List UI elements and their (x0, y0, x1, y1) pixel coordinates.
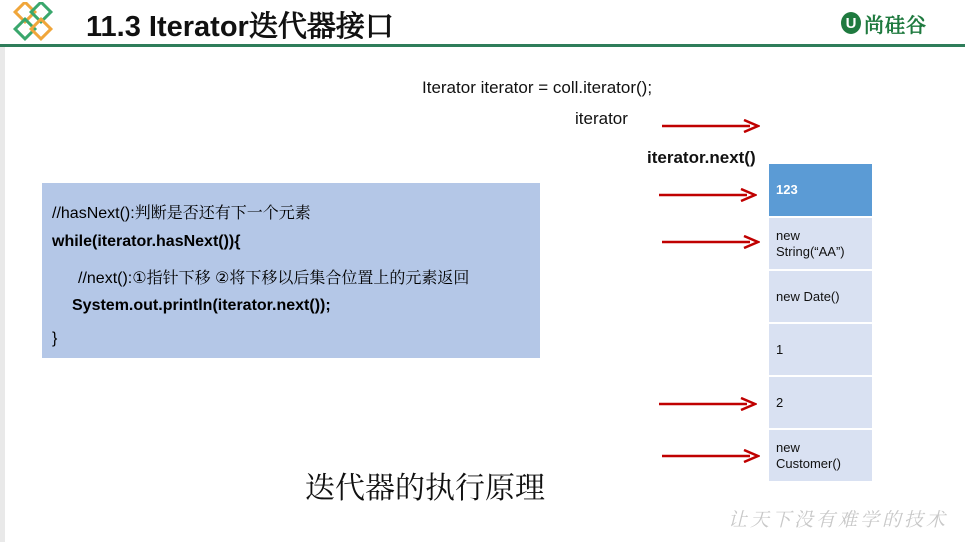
pointer-arrow-icon (659, 188, 757, 202)
iterator-label: iterator (575, 109, 628, 128)
element-cell: new String(“AA”) (769, 218, 872, 269)
brand-mark-icon: U (841, 12, 861, 34)
code-snippet-box (42, 183, 540, 358)
pointer-arrow-icon (662, 235, 760, 249)
code-line-while: while(iterator.hasNext()){ (52, 233, 241, 250)
iterator-next-label: iterator.next() (647, 148, 756, 167)
code-line-comment-hasnext: //hasNext():判断是否还有下一个元素 (52, 205, 311, 222)
element-cell: new Customer() (769, 430, 872, 481)
element-cell: 1 (769, 324, 872, 375)
brand-name: 尚硅谷 (864, 14, 927, 37)
code-line-println: System.out.println(iterator.next()); (72, 297, 331, 314)
assignment-statement: Iterator iterator = coll.iterator(); (422, 78, 653, 97)
diagram-caption: 迭代器的执行原理 (305, 472, 545, 505)
pointer-arrow-icon (659, 397, 757, 411)
brand-logo (841, 8, 927, 38)
header-divider (0, 44, 965, 47)
footer-slogan: 让天下没有难学的技术 (728, 509, 949, 531)
slide-title: 11.3 Iterator迭代器接口 (86, 11, 394, 43)
pointer-arrow-icon (662, 449, 760, 463)
code-line-comment-next: //next():①指针下移 ②将下移以后集合位置上的元素返回 (78, 270, 470, 287)
element-cell: 2 (769, 377, 872, 428)
element-cell: new Date() (769, 271, 872, 322)
diamond-logo-icon (4, 2, 58, 44)
element-cell: 123 (769, 164, 872, 216)
pointer-arrow-icon (662, 119, 760, 133)
slide-header (0, 0, 965, 46)
left-edge-bar (0, 46, 5, 542)
code-line-close-brace: } (52, 330, 58, 347)
